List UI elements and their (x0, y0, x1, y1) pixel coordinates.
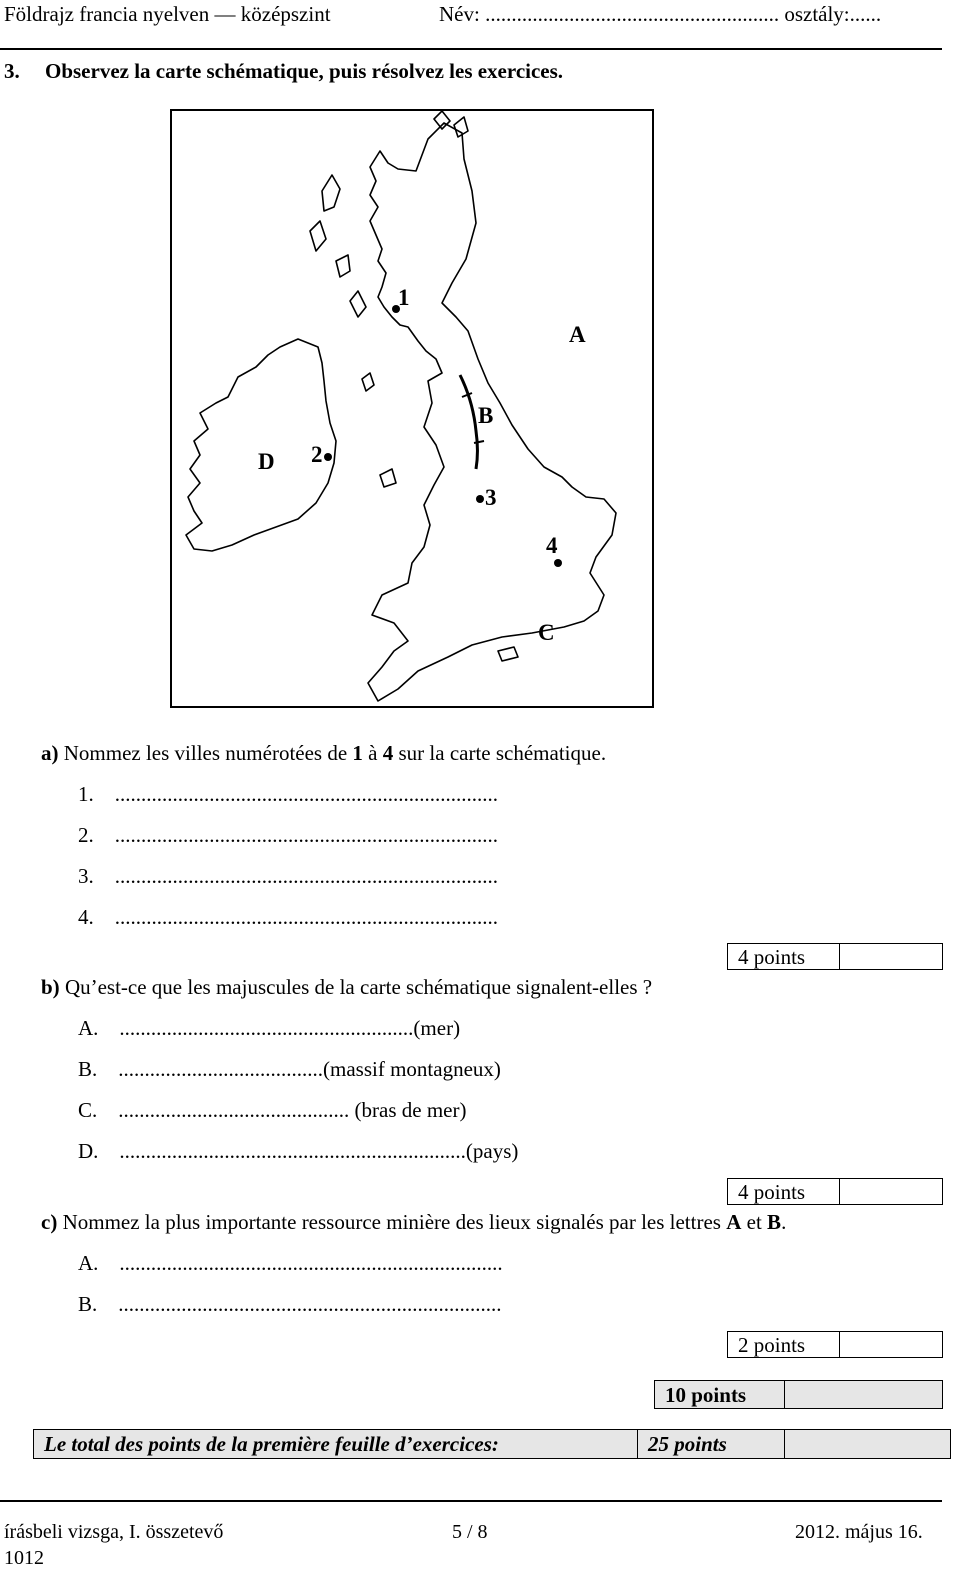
anglesey (380, 469, 396, 487)
answer-line-bA[interactable]: A. ........................................................(mer) (78, 1016, 461, 1040)
map-label-C: C (538, 620, 555, 645)
part-b-question: b) Qu’est-ce que les majuscules de la carte schématique signalent-elles ? (41, 975, 653, 999)
map-label-2: 2 (311, 442, 323, 467)
header-subject: Földrajz francia nyelven — középszint (4, 2, 331, 26)
map-label-4: 4 (546, 533, 558, 558)
city-dot-4 (554, 559, 562, 567)
score-field-b[interactable] (840, 1179, 942, 1204)
map-label-B: B (478, 403, 494, 428)
exercise-title: Observez la carte schématique, puis résolvez les exercices. (45, 59, 564, 83)
score-field-a[interactable] (840, 944, 942, 969)
answer-line-bD[interactable]: D. ..................................................................(pays) (78, 1139, 519, 1163)
hebrides-islands (310, 175, 366, 317)
city-dot-2 (324, 453, 332, 461)
footer-page: 5 / 8 (452, 1521, 488, 1543)
total-field[interactable] (785, 1430, 950, 1458)
part-c-question: c) Nommez la plus importante ressource minière des lieux signalés par les lettres A et B. (41, 1210, 787, 1234)
points-box-a: 4 points (727, 943, 943, 970)
footer-rule (0, 1500, 942, 1502)
answer-line-a3[interactable]: 3. ......................................................................... (78, 864, 498, 888)
answer-line-bC[interactable]: C. ............................................ (bras de mer) (78, 1098, 467, 1122)
map-label-1: 1 (398, 285, 410, 310)
map-label-D: D (258, 449, 275, 474)
answer-line-a4[interactable]: 4. ......................................................................... (78, 905, 498, 929)
header-name-class: Név: ........................................................ osztály:...... (439, 2, 882, 26)
isle-of-man (362, 373, 374, 391)
footer-code: 1012 (4, 1547, 44, 1569)
exercise-number: 3. (4, 59, 20, 83)
map-label-A: A (569, 322, 586, 347)
footer-exam: írásbeli vizsga, I. összetevő (4, 1521, 224, 1543)
answer-line-a2[interactable]: 2. ......................................................................... (78, 823, 498, 847)
answer-line-cA[interactable]: A. ......................................................................... (78, 1251, 503, 1275)
points-box-b: 4 points (727, 1178, 943, 1205)
schematic-map (170, 109, 654, 708)
orkney-shetland-islands (434, 111, 468, 137)
subtotal-box: 10 points (654, 1380, 943, 1409)
points-box-c: 2 points (727, 1331, 943, 1358)
answer-line-bB[interactable]: B. .......................................(massif montagneux) (78, 1057, 501, 1081)
footer-date: 2012. május 16. (795, 1521, 923, 1543)
subtotal-field[interactable] (785, 1381, 942, 1408)
city-dot-3 (476, 495, 484, 503)
total-box: Le total des points de la première feuille d’exercices: 25 points (33, 1429, 951, 1459)
score-field-c[interactable] (840, 1332, 942, 1357)
answer-line-a1[interactable]: 1. ......................................................................... (78, 782, 498, 806)
map-label-3: 3 (485, 485, 497, 510)
header-rule (0, 48, 942, 50)
british-isles-outline (172, 111, 652, 706)
isle-of-wight (498, 647, 518, 661)
part-a-question: a) Nommez les villes numérotées de 1 à 4 sur la carte schématique. (41, 741, 607, 765)
answer-line-cB[interactable]: B. ......................................................................... (78, 1292, 502, 1316)
